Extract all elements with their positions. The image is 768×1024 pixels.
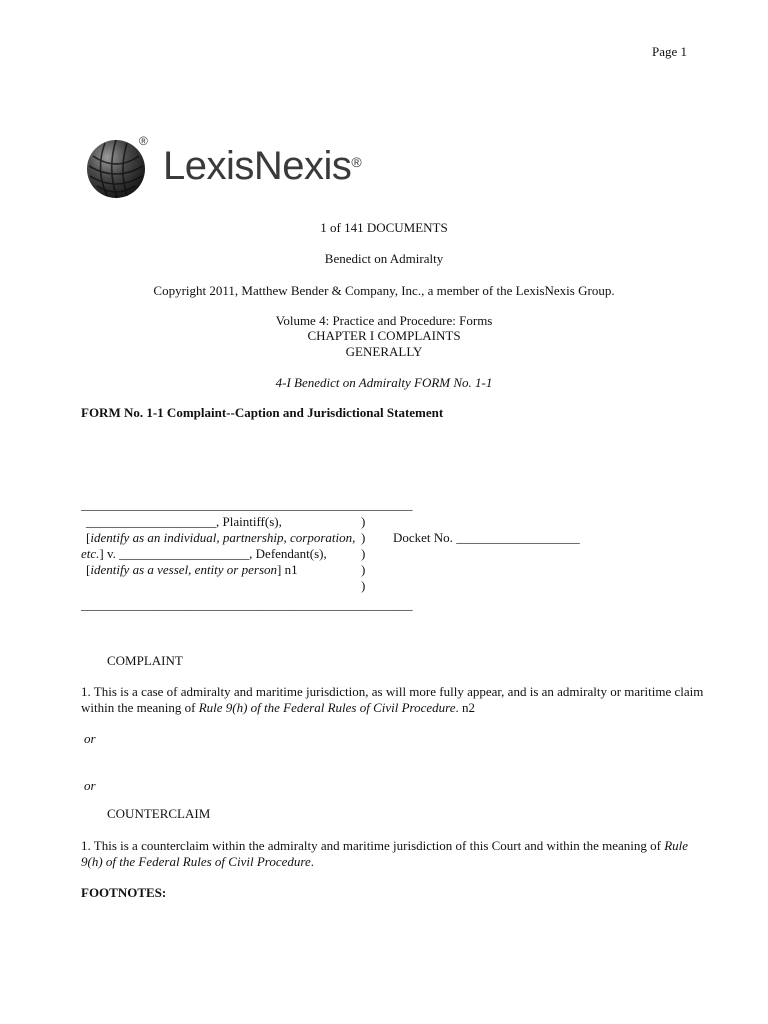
documents-count: 1 of 141 DOCUMENTS bbox=[320, 220, 448, 235]
logo-wordmark-registered: ® bbox=[351, 154, 362, 170]
docket-blank: ___________________ bbox=[456, 530, 580, 545]
rule-italic: Rule bbox=[664, 838, 689, 853]
counterclaim-heading: COUNTERCLAIM bbox=[107, 806, 211, 821]
publication-title: Benedict on Admiralty bbox=[324, 251, 444, 266]
defendant-label: , Defendant(s), bbox=[249, 546, 327, 561]
etc-italic: etc. bbox=[81, 546, 100, 561]
footnotes-heading: FOOTNOTES: bbox=[81, 885, 167, 900]
bracket-open: [ bbox=[86, 530, 91, 545]
docket-label: Docket No. bbox=[393, 530, 457, 545]
volume-line: Volume 4: Practice and Procedure: Forms bbox=[275, 313, 493, 328]
footnote-ref-n1: ] n1 bbox=[277, 562, 298, 577]
logo-registered-mark: ® bbox=[139, 134, 148, 148]
rule-citation-italic: 9(h) of the Federal Rules of Civil Procedure bbox=[81, 854, 311, 869]
copyright-line: Copyright 2011, Matthew Bender & Company, Inc., a member of the LexisNexis Group. bbox=[153, 283, 615, 298]
text-span: . bbox=[310, 854, 314, 869]
lexisnexis-logo bbox=[85, 136, 385, 200]
paragraph-1-line-2 bbox=[81, 700, 475, 716]
text-span: 1. This is a counterclaim within the admiralty and maritime jurisdiction of this Court and within the meaning of bbox=[81, 838, 665, 853]
plaintiff-blank: ____________________ bbox=[86, 514, 216, 529]
caption-identify-line-2 bbox=[86, 562, 298, 578]
caption-defendant-line bbox=[81, 546, 327, 562]
lexisnexis-globe-icon bbox=[85, 138, 147, 200]
paragraph-1-line-1: 1. This is a case of admiralty and maritime jurisdiction, as will more fully appear, and is an admiralty or maritime claim bbox=[81, 684, 704, 699]
caption-paren: ) bbox=[361, 578, 366, 593]
caption-paren: ) bbox=[361, 530, 366, 545]
citation-line: 4-I Benedict on Admiralty FORM No. 1-1 bbox=[275, 375, 493, 390]
form-title: FORM No. 1-1 Complaint--Caption and Jurisdictional Statement bbox=[81, 405, 444, 420]
or-separator-2: or bbox=[84, 778, 96, 793]
chapter-line-1: CHAPTER I COMPLAINTS bbox=[307, 328, 461, 343]
identify-plaintiff-italic: identify as an individual, partnership, corporation, bbox=[90, 530, 356, 545]
docket-number-line bbox=[393, 530, 580, 546]
caption-identify-line-1 bbox=[86, 530, 355, 546]
page-number: Page 1 bbox=[652, 44, 688, 59]
caption-paren: ) bbox=[361, 514, 366, 529]
versus-text: ] v. bbox=[99, 546, 120, 561]
caption-top-rule: ___________________________________________________ bbox=[81, 497, 413, 512]
plaintiff-label: , Plaintiff(s), bbox=[216, 514, 282, 529]
caption-paren: ) bbox=[361, 562, 366, 577]
caption-bottom-rule: ___________________________________________________ bbox=[81, 597, 413, 612]
or-separator-1: or bbox=[84, 731, 96, 746]
text-span: within the meaning of bbox=[81, 700, 199, 715]
paragraph-2-line-1 bbox=[81, 838, 688, 854]
bracket-open: [ bbox=[86, 562, 91, 577]
defendant-blank: ____________________ bbox=[119, 546, 250, 561]
caption-plaintiff-line bbox=[86, 514, 282, 530]
logo-wordmark bbox=[163, 142, 361, 190]
chapter-line-2: GENERALLY bbox=[345, 344, 423, 359]
identify-defendant-italic: identify as a vessel, entity or person bbox=[90, 562, 278, 577]
caption-paren: ) bbox=[361, 546, 366, 561]
rule-citation-italic: Rule 9(h) of the Federal Rules of Civil Procedure bbox=[198, 700, 456, 715]
paragraph-2-line-2 bbox=[81, 854, 314, 870]
logo-name: LexisNexis bbox=[163, 144, 352, 188]
footnote-ref-n2: . n2 bbox=[455, 700, 476, 715]
complaint-heading: COMPLAINT bbox=[107, 653, 183, 668]
